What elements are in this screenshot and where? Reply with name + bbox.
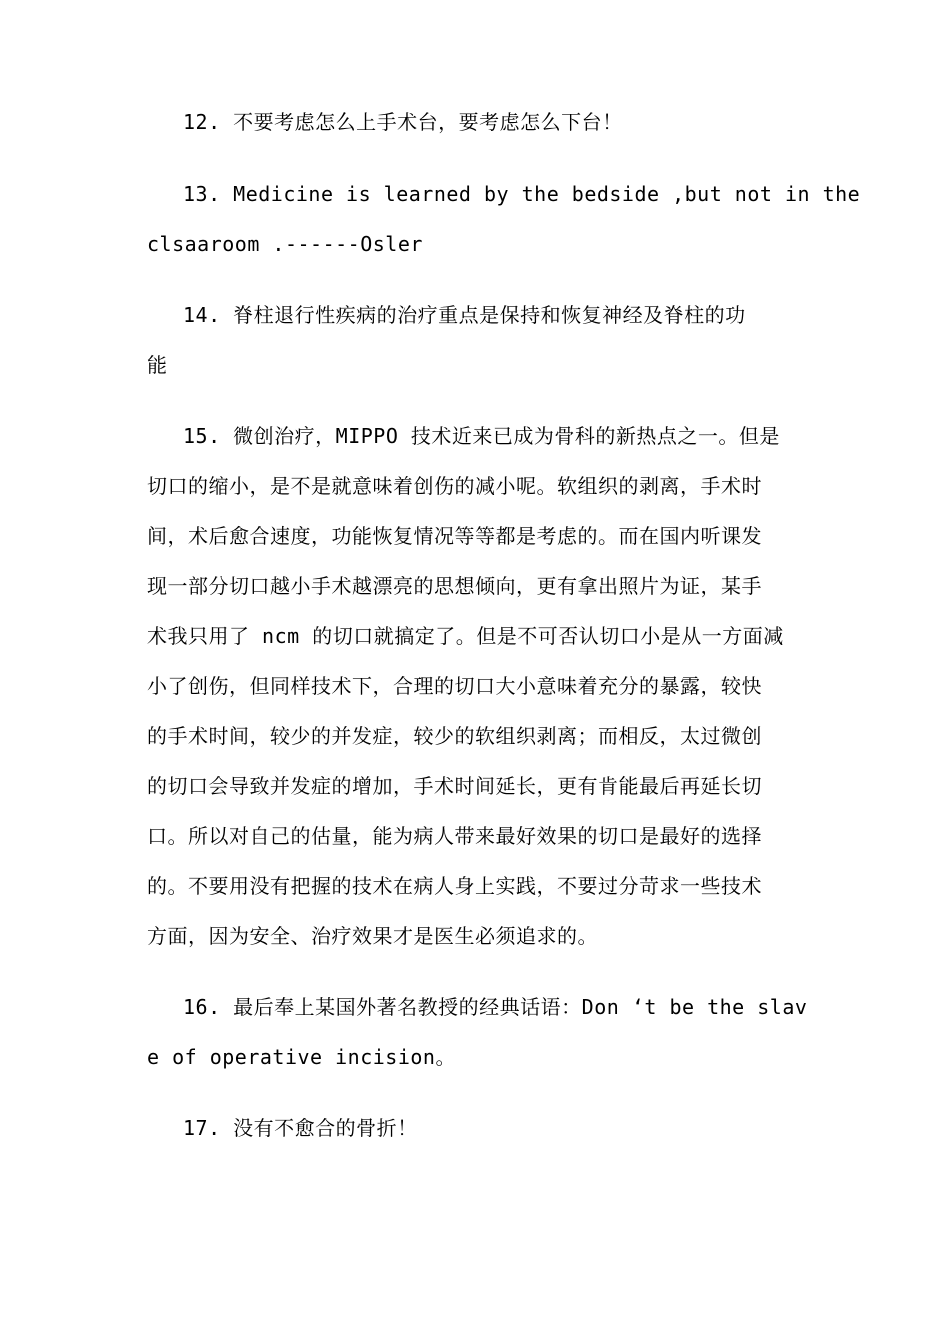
paragraph-15 xyxy=(147,411,827,961)
paragraph-line: 能 xyxy=(147,353,168,377)
paragraph-line: 的。不要用没有把握的技术在病人身上实践，不要过分苛求一些技术 xyxy=(147,874,762,898)
paragraph-12 xyxy=(147,97,827,147)
paragraph-line: 切口的缩小，是不是就意味着创伤的减小呢。软组织的剥离，手术时 xyxy=(147,474,762,498)
paragraph-16 xyxy=(147,982,827,1082)
paragraph-line: 术我只用了 ncm 的切口就搞定了。但是不可否认切口小是从一方面减 xyxy=(147,624,784,648)
paragraph-line: 13. Medicine is learned by the bedside ,but not in the xyxy=(183,182,861,206)
paragraph-line: 口。所以对自己的估量，能为病人带来最好效果的切口是最好的选择 xyxy=(147,824,762,848)
paragraph-line: 17. 没有不愈合的骨折！ xyxy=(183,1116,418,1140)
paragraph-line: 的手术时间，较少的并发症，较少的软组织剥离；而相反，太过微创 xyxy=(147,724,762,748)
paragraph-line: 现一部分切口越小手术越漂亮的思想倾向，更有拿出照片为证，某手 xyxy=(147,574,762,598)
paragraph-line: e of operative incision。 xyxy=(147,1045,456,1069)
paragraph-line: 16. 最后奉上某国外著名教授的经典话语：Don ‘t be the slav xyxy=(183,995,808,1019)
paragraph-line: 小了创伤，但同样技术下，合理的切口大小意味着充分的暴露，较快 xyxy=(147,674,762,698)
paragraph-line: 14. 脊柱退行性疾病的治疗重点是保持和恢复神经及脊柱的功 xyxy=(183,303,746,327)
paragraph-line: 的切口会导致并发症的增加，手术时间延长，更有肯能最后再延长切 xyxy=(147,774,762,798)
paragraph-14 xyxy=(147,290,827,390)
paragraph-line: 间，术后愈合速度，功能恢复情况等等都是考虑的。而在国内听课发 xyxy=(147,524,762,548)
paragraph-17 xyxy=(147,1103,827,1153)
paragraph-line: 12. 不要考虑怎么上手术台，要考虑怎么下台！ xyxy=(183,110,623,134)
paragraph-line: clsaaroom .------Osler xyxy=(147,232,423,256)
paragraph-13 xyxy=(147,169,861,269)
paragraph-line: 方面，因为安全、治疗效果才是医生必须追求的。 xyxy=(147,924,598,948)
paragraph-line: 15. 微创治疗，MIPPO 技术近来已成为骨科的新热点之一。但是 xyxy=(183,424,780,448)
